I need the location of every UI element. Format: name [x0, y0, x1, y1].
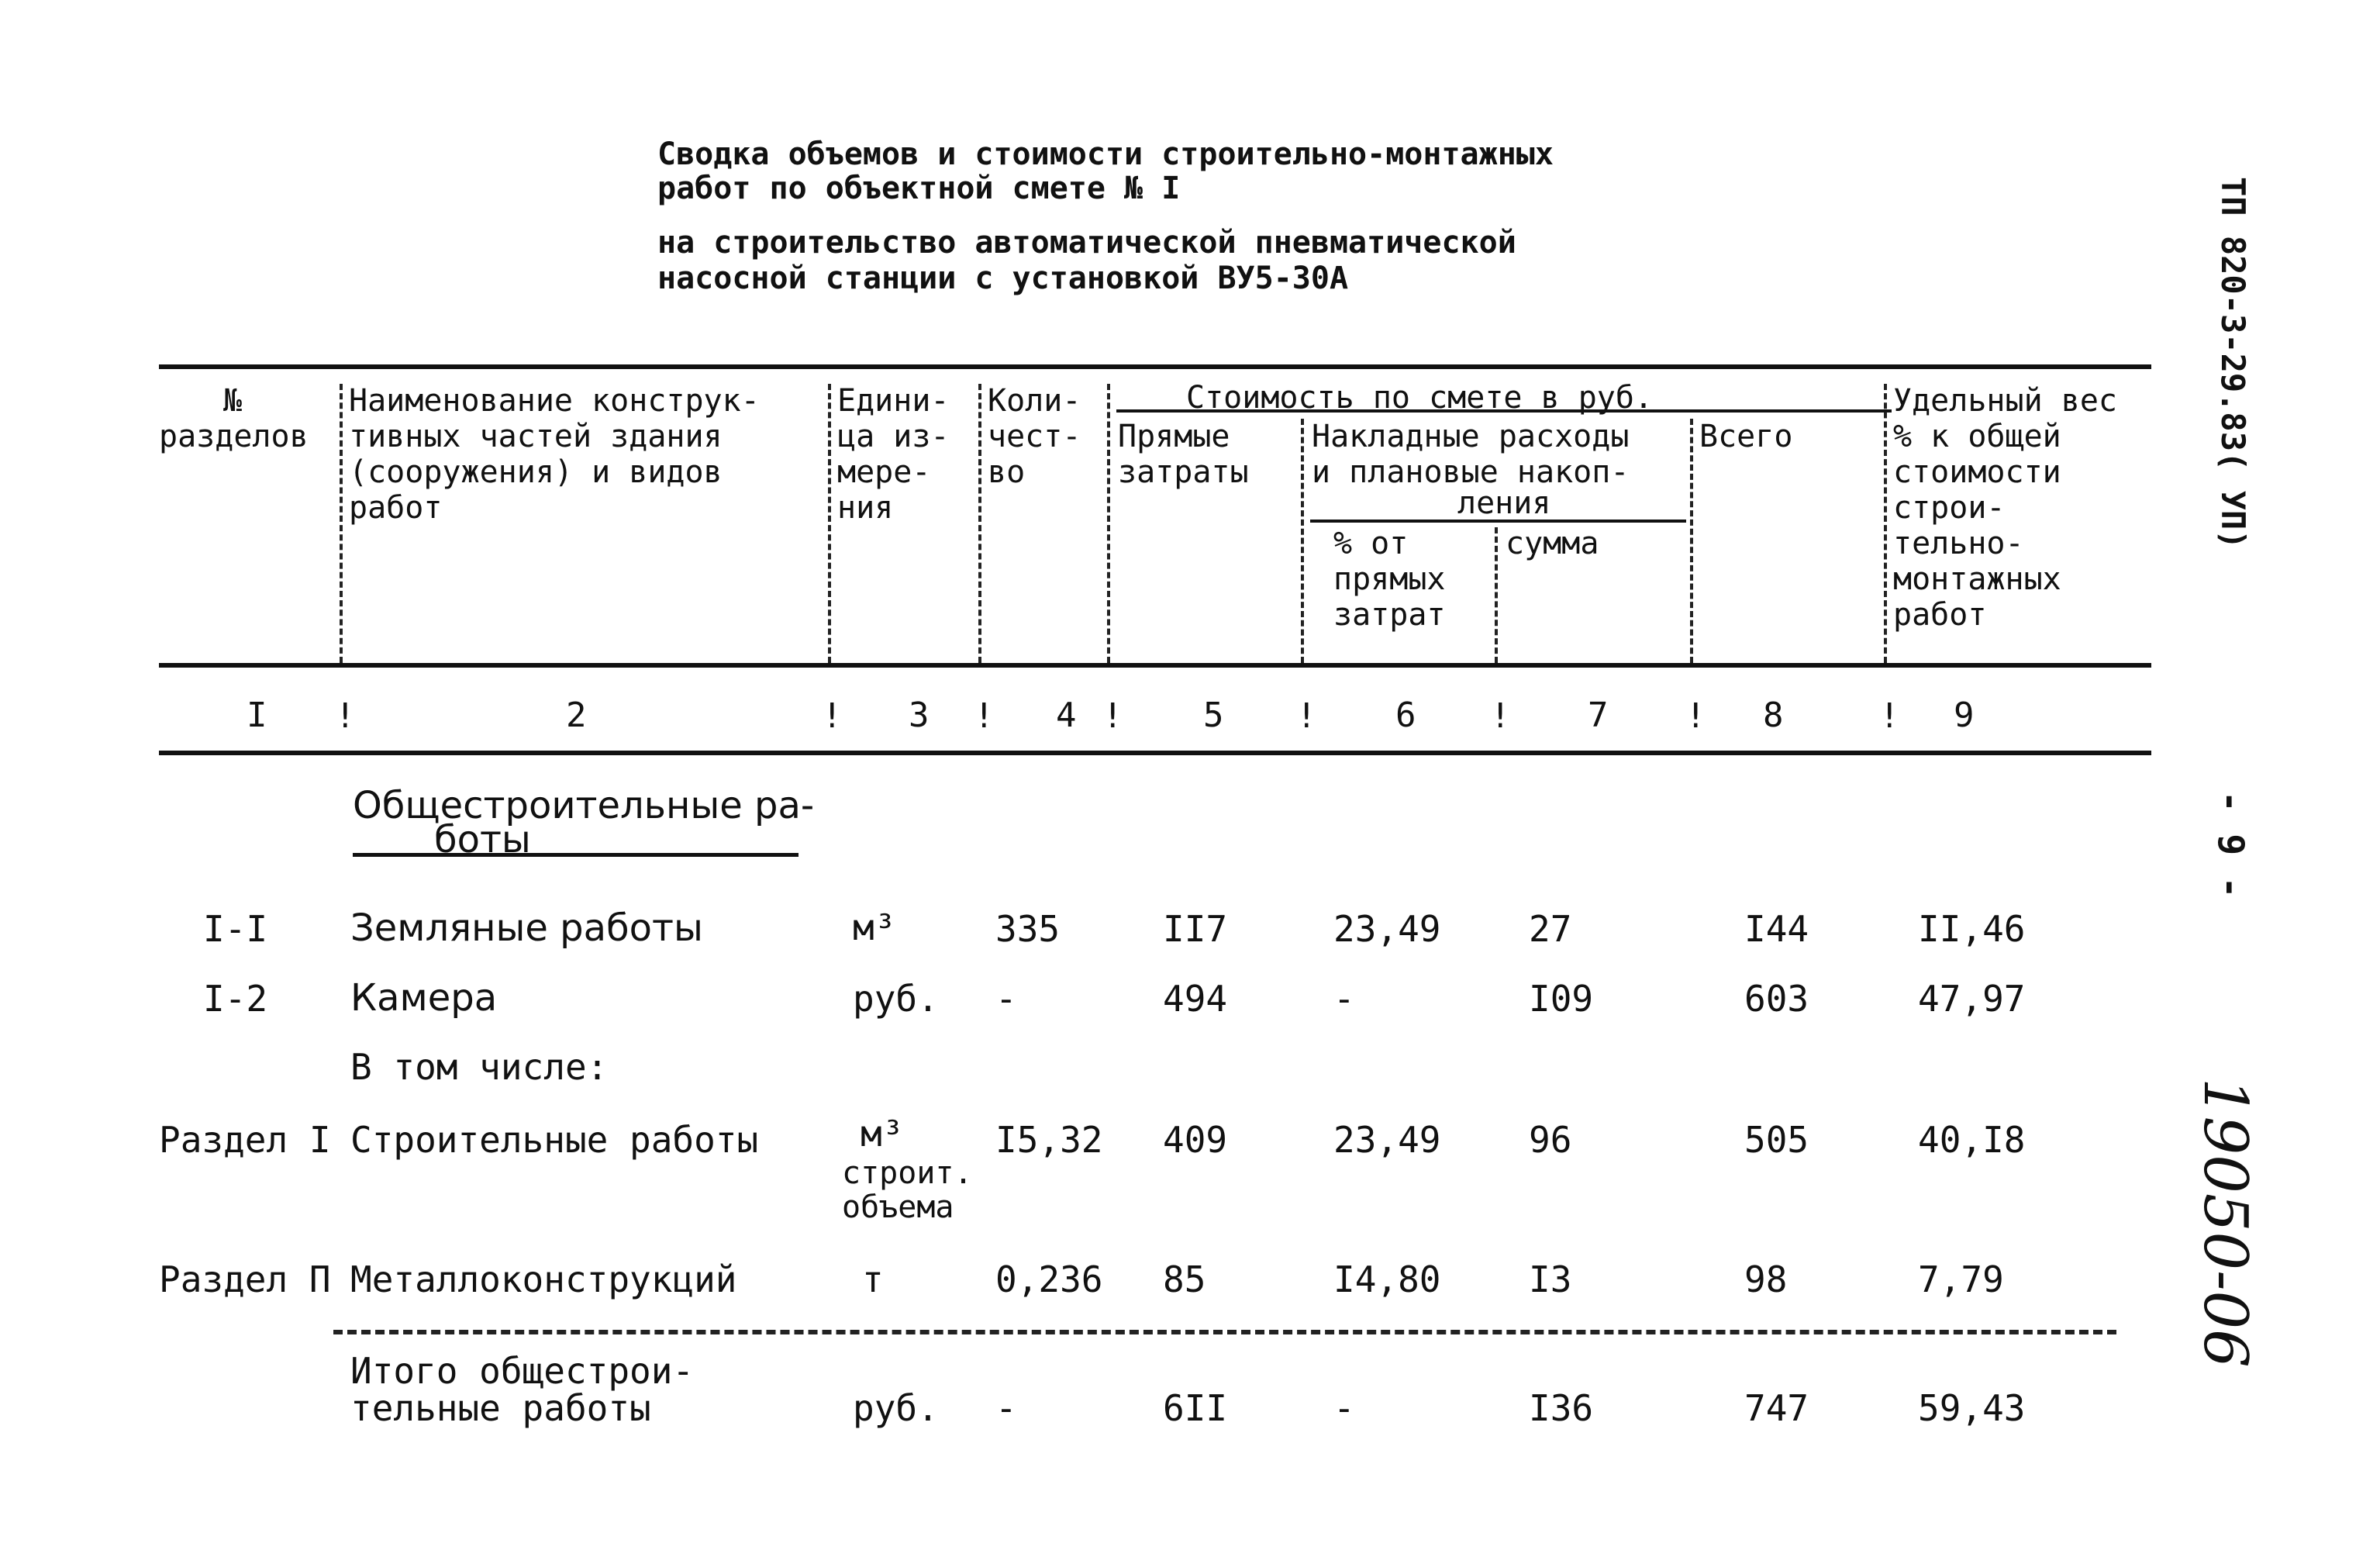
- col-number-separator: !: [1490, 696, 1511, 736]
- col-number-8: 8: [1763, 696, 1784, 735]
- col-sep-2: [828, 384, 831, 663]
- row-name: Строительные работы: [350, 1119, 759, 1161]
- header-col4-line1: Коли-: [988, 383, 1081, 419]
- row-unit-line2: строит.: [842, 1155, 973, 1191]
- row-overhead-percent: 23,49: [1333, 1119, 1441, 1161]
- row-direct-costs: II7: [1163, 908, 1228, 950]
- col-number-7: 7: [1588, 696, 1609, 735]
- col-number-2: 2: [566, 696, 587, 735]
- header-col2-line4: работ: [349, 490, 443, 526]
- title-line-3: на строительство автоматической пневматической: [657, 225, 1516, 261]
- stamp-number: 19050-06: [2190, 1078, 2260, 1368]
- row-overhead-percent: 23,49: [1333, 908, 1441, 950]
- header-col9-line5: тельно-: [1893, 526, 2024, 561]
- col-number-separator: !: [1685, 696, 1706, 736]
- row-direct-costs: 494: [1163, 978, 1228, 1020]
- header-col5-line1: Прямые: [1118, 419, 1230, 454]
- section-heading-underline: [353, 853, 799, 857]
- col-number-4: 4: [1056, 696, 1077, 735]
- total-name-line2: тельные работы: [350, 1387, 651, 1429]
- header-col9-line2: % к общей: [1893, 419, 2061, 454]
- total-overhead-percent: -: [1333, 1387, 1355, 1429]
- row-direct-costs: 409: [1163, 1119, 1228, 1161]
- header-col9-line7: работ: [1893, 597, 1987, 633]
- header-col3-line3: мере-: [837, 454, 931, 490]
- header-col6-line1: % от: [1333, 526, 1409, 561]
- col-sep-7: [1690, 419, 1693, 663]
- row-total: 603: [1744, 978, 1809, 1020]
- header-col7: сумма: [1506, 526, 1599, 561]
- total-unit: руб.: [853, 1387, 939, 1429]
- header-overhead-line3: ления: [1457, 485, 1551, 521]
- header-col9-line1: Удельный вес: [1893, 383, 2117, 419]
- total-direct-costs: 6II: [1163, 1387, 1228, 1429]
- col-sep-5: [1301, 419, 1304, 663]
- row-quantity: 335: [995, 908, 1061, 950]
- row-number: Раздел П: [159, 1258, 331, 1300]
- header-col4-line2: чест-: [988, 419, 1081, 454]
- col-number-9: 9: [1954, 696, 1975, 735]
- col-number-1: I: [247, 696, 267, 735]
- header-overhead-line2: и плановые накоп-: [1312, 454, 1630, 490]
- col-sep-1: [340, 384, 343, 663]
- header-col8: Всего: [1699, 419, 1793, 454]
- row-name: В том числе:: [350, 1046, 609, 1088]
- total-separator-rule: [333, 1330, 2116, 1334]
- col-number-separator: !: [1296, 696, 1317, 736]
- header-overhead-line1: Накладные расходы: [1312, 419, 1630, 454]
- title-line-1: Сводка объемов и стоимости строительно-монтажных: [657, 136, 1554, 172]
- row-quantity: -: [995, 978, 1017, 1020]
- header-col3-line4: ния: [837, 490, 894, 526]
- header-col2-line3: (сооружения) и видов: [349, 454, 723, 490]
- section-heading-line1: Общестроительные ра-: [353, 784, 815, 827]
- col-number-6: 6: [1395, 696, 1416, 735]
- col-sep-4: [1107, 384, 1110, 663]
- row-share: 7,79: [1918, 1258, 2004, 1300]
- row-overhead-sum: I3: [1529, 1258, 1572, 1300]
- header-col6-line2: прямых: [1333, 561, 1446, 597]
- row-share: 47,97: [1918, 978, 2026, 1020]
- row-unit: м³: [861, 1113, 904, 1155]
- col-number-separator: !: [822, 696, 843, 736]
- col-number-3: 3: [909, 696, 930, 735]
- header-col1-line1: №: [223, 383, 243, 419]
- header-col1-line2: разделов: [159, 419, 309, 454]
- total-overhead-sum: I36: [1529, 1387, 1594, 1429]
- col-number-separator: !: [1102, 696, 1123, 736]
- title-line-4: насосной станции с установкой ВУ5-30А: [657, 261, 1349, 296]
- header-col6-line3: затрат: [1333, 597, 1446, 633]
- row-unit: т: [862, 1258, 884, 1300]
- header-col5-line2: затраты: [1118, 454, 1249, 490]
- total-quantity: -: [995, 1387, 1017, 1429]
- row-unit: руб.: [853, 978, 939, 1020]
- table-top-rule: [159, 364, 2151, 369]
- page-number: - 9 -: [2210, 791, 2252, 899]
- row-overhead-sum: I09: [1529, 978, 1594, 1020]
- row-overhead-sum: 96: [1529, 1119, 1572, 1161]
- total-total: 747: [1744, 1387, 1809, 1429]
- col-number-5: 5: [1203, 696, 1224, 735]
- header-col9-line4: строи-: [1893, 490, 2006, 526]
- row-share: II,46: [1918, 908, 2026, 950]
- header-col9-line3: стоимости: [1893, 454, 2061, 490]
- title-line-2: работ по объектной смете № I: [657, 171, 1181, 206]
- row-number: Раздел I: [159, 1119, 331, 1161]
- header-col9-line6: монтажных: [1893, 561, 2061, 597]
- row-total: 505: [1744, 1119, 1809, 1161]
- row-name: Металлоконструкций: [350, 1258, 737, 1300]
- header-col3-line1: Едини-: [837, 383, 950, 419]
- row-unit: м³: [853, 906, 896, 948]
- total-share: 59,43: [1918, 1387, 2026, 1429]
- header-bottom-rule: [159, 663, 2151, 668]
- row-share: 40,I8: [1918, 1119, 2026, 1161]
- row-total: I44: [1744, 908, 1809, 950]
- total-name-line1: Итого общестрои-: [350, 1350, 695, 1392]
- row-overhead-sum: 27: [1529, 908, 1572, 950]
- section-heading-line2: боты: [434, 818, 531, 861]
- header-col4-line3: во: [988, 454, 1026, 490]
- row-direct-costs: 85: [1163, 1258, 1206, 1300]
- row-quantity: 0,236: [995, 1258, 1103, 1300]
- row-total: 98: [1744, 1258, 1788, 1300]
- row-unit-line3: объема: [842, 1189, 954, 1225]
- row-name: Земляные работы: [350, 906, 703, 950]
- header-cost-group: Стоимость по смете в руб.: [1186, 380, 1654, 416]
- row-number: I-I: [203, 908, 268, 950]
- col-sep-3: [978, 384, 981, 663]
- col-sep-6: [1495, 527, 1498, 663]
- row-overhead-percent: -: [1333, 978, 1355, 1020]
- col-number-separator: !: [1879, 696, 1900, 736]
- header-col2-line2: тивных частей здания: [349, 419, 723, 454]
- column-number-rule: [159, 751, 2151, 755]
- header-col3-line2: ца из-: [837, 419, 950, 454]
- header-col2-line1: Наименование конструк-: [349, 383, 760, 419]
- row-number: I-2: [203, 978, 268, 1020]
- col-number-separator: !: [974, 696, 995, 736]
- row-quantity: I5,32: [995, 1119, 1103, 1161]
- col-number-separator: !: [335, 696, 356, 736]
- side-document-code: ТП 820-3-29.83( УП): [2214, 177, 2252, 550]
- row-name: Камера: [350, 976, 498, 1020]
- row-overhead-percent: I4,80: [1333, 1258, 1441, 1300]
- col-sep-8: [1884, 384, 1887, 663]
